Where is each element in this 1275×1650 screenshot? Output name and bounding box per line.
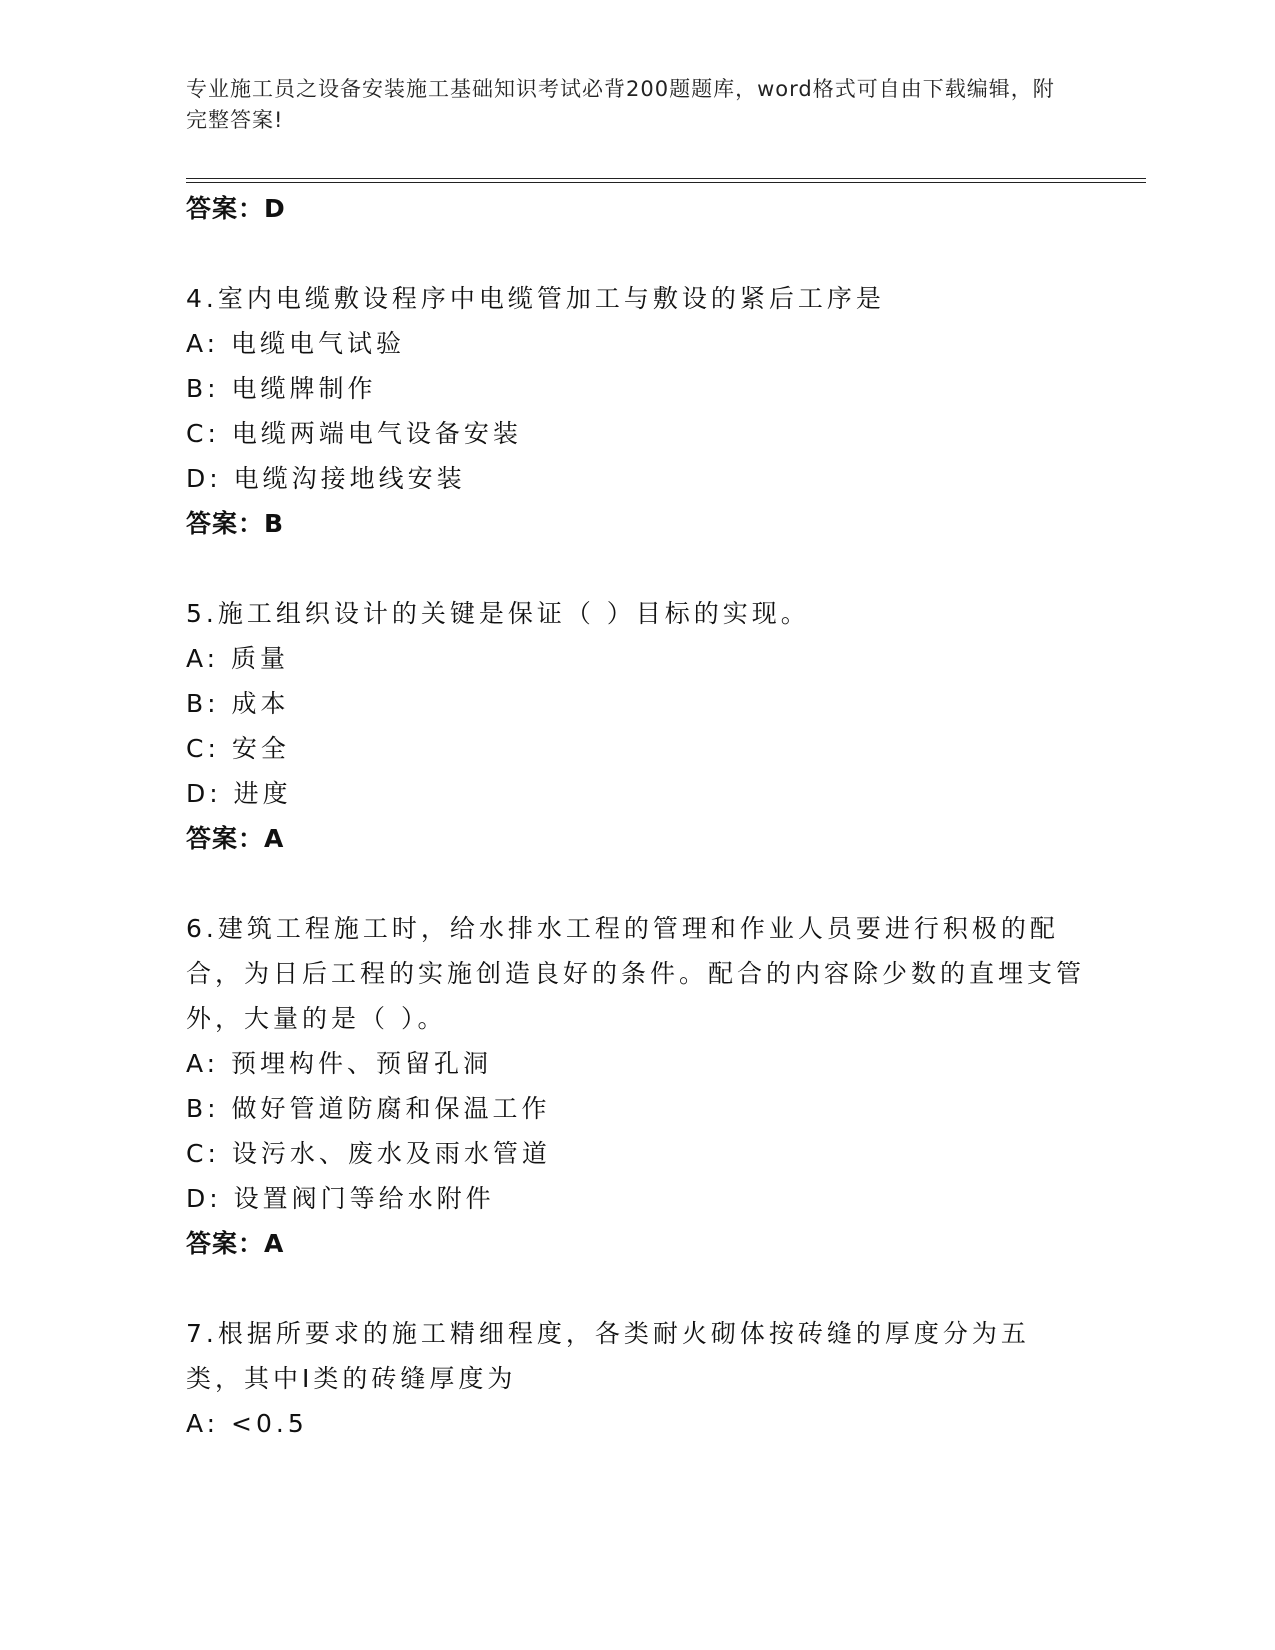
question-text: 4.室内电缆敷设程序中电缆管加工与敷设的紧后工序是 bbox=[186, 284, 885, 313]
header-divider-bottom bbox=[186, 182, 1146, 183]
page-header-title: 专业施工员之设备安装施工基础知识考试必背200题题库，word格式可自由下载编辑，附完整答案! bbox=[186, 77, 1055, 132]
option-line: B: 做好管道防腐和保温工作 bbox=[186, 1094, 551, 1123]
spacer bbox=[186, 547, 1086, 591]
header-divider-top bbox=[186, 178, 1146, 179]
option-line: D: 进度 bbox=[186, 779, 292, 808]
option-line: A: 质量 bbox=[186, 644, 290, 673]
option-line: C: 安全 bbox=[186, 734, 290, 763]
spacer bbox=[186, 1267, 1086, 1311]
option-line: D: 设置阀门等给水附件 bbox=[186, 1184, 495, 1213]
spacer bbox=[186, 232, 1086, 276]
question-text: 6.建筑工程施工时，给水排水工程的管理和作业人员要进行积极的配合，为日后工程的实施创造良好的条件。配合的内容除少数的直埋支管外，大量的是（ ）。 bbox=[186, 914, 1086, 1033]
spacer bbox=[186, 862, 1086, 906]
option-line: A: 电缆电气试验 bbox=[186, 329, 406, 358]
option-line: C: 设污水、废水及雨水管道 bbox=[186, 1139, 551, 1168]
option-line: A: 预埋构件、预留孔洞 bbox=[186, 1049, 493, 1078]
question-list bbox=[186, 186, 1086, 1446]
answer-line: 答案：A bbox=[186, 1229, 285, 1258]
option-line: B: 电缆牌制作 bbox=[186, 374, 377, 403]
answer-line: 答案：A bbox=[186, 824, 285, 853]
answer-line: 答案：B bbox=[186, 509, 285, 538]
question-text: 5.施工组织设计的关键是保证（ ）目标的实现。 bbox=[186, 599, 810, 628]
option-line: D: 电缆沟接地线安装 bbox=[186, 464, 466, 493]
option-line: C: 电缆两端电气设备安装 bbox=[186, 419, 522, 448]
answer-line: 答案：D bbox=[186, 194, 286, 223]
question-text: 7.根据所要求的施工精细程度，各类耐火砌体按砖缝的厚度分为五类，其中Ⅰ类的砖缝厚度为 bbox=[186, 1319, 1030, 1393]
option-line: B: 成本 bbox=[186, 689, 290, 718]
option-line: A: <0.5 bbox=[186, 1409, 308, 1438]
